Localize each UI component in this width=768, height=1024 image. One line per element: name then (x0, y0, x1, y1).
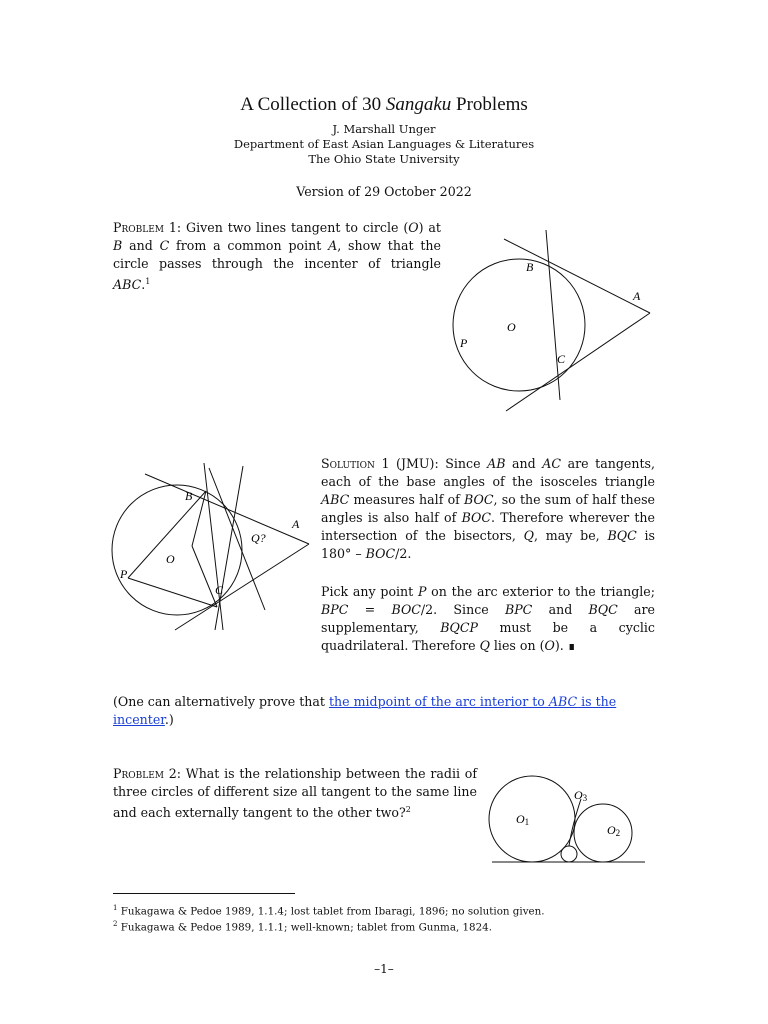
page-number: –1– (374, 962, 394, 976)
footnote-2: $^2$ Fukagawa & Pedoe 1989, 1.1.1; well-known; tablet from Gunma, 1824. (113, 920, 492, 934)
arc-midpoint-link[interactable]: the midpoint of the arc interior to ABC is the (328, 694, 617, 709)
tangent-line-ac (506, 313, 650, 411)
footnote-rule (113, 893, 295, 894)
problem-1-figure (440, 222, 670, 422)
paper-title: A Collection of 30 Sangaku Problems (240, 94, 528, 115)
label-a: A (633, 289, 641, 303)
label-c: C (215, 583, 224, 597)
tangent-line-ab (504, 239, 650, 313)
problem-1-text: Problem 1: Given two lines tangent to circle (O) at B and C from a common point A, show that the circle passes through the incenter of triangle ABC.$^1$ (113, 220, 441, 293)
version-line: Version of 29 October 2022 (296, 184, 472, 199)
author: J. Marshall Unger (332, 122, 436, 136)
footnote-ref-2[interactable]: 2 (405, 805, 411, 814)
segment-pc (128, 578, 217, 607)
segment-oc (192, 546, 217, 607)
department: Department of East Asian Languages & Literatures (233, 137, 535, 151)
incenter-link[interactable]: incenter (113, 712, 165, 727)
solution-1-paragraph-1: Solution 1 (JMU): Since AB and AC are tangents, each of the base angles of the isosceles triangle ABC measures half of BOC, so the sum of half these angles is also half of BOC. Therefore wherever the intersection of the bisectors, Q, may be, BQC is 180° – BOC/2. (321, 456, 655, 561)
circle-o3 (561, 846, 577, 862)
label-o1: O1 (516, 812, 530, 827)
circle-o2 (574, 804, 632, 862)
label-o3: O3 (574, 788, 588, 803)
tangent-line-ab (145, 474, 309, 544)
label-o: O (166, 552, 175, 566)
label-p: P (120, 567, 128, 581)
bisector-c (215, 466, 243, 630)
label-q: Q? (251, 531, 266, 545)
footnote-1: $^1$ Fukagawa & Pedoe 1989, 1.1.4; lost tablet from Ibaragi, 1896; no solution given. (113, 904, 545, 918)
label-o2: O2 (607, 823, 621, 838)
solution-1-paragraph-2: Pick any point P on the arc exterior to the triangle; BPC = BOC/2. Since BPC and BQC are supplementary, BQCP must be a cyclic quadrilateral. Therefore Q lies on (O). ∎ (321, 584, 655, 653)
university: The Ohio State University (308, 152, 460, 166)
label-b: B (185, 489, 193, 503)
line-bc (546, 230, 560, 400)
solution-1-figure (105, 460, 320, 640)
label-c: C (557, 352, 566, 366)
footnote-ref-1[interactable]: 1 (145, 277, 151, 286)
label-b: B (526, 260, 534, 274)
alternative-proof-note: (One can alternatively prove that the midpoint of the arc interior to ABC is the incenter.) (113, 694, 617, 727)
label-a: A (292, 517, 300, 531)
label-p: P (460, 336, 468, 350)
problem-2-figure (485, 772, 650, 867)
label-o: O (507, 320, 516, 334)
problem-2-text: Problem 2: What is the relationship between the radii of three circles of different size all tangent to the same line and each externally tangent to the other two?$^2$ (113, 766, 477, 821)
